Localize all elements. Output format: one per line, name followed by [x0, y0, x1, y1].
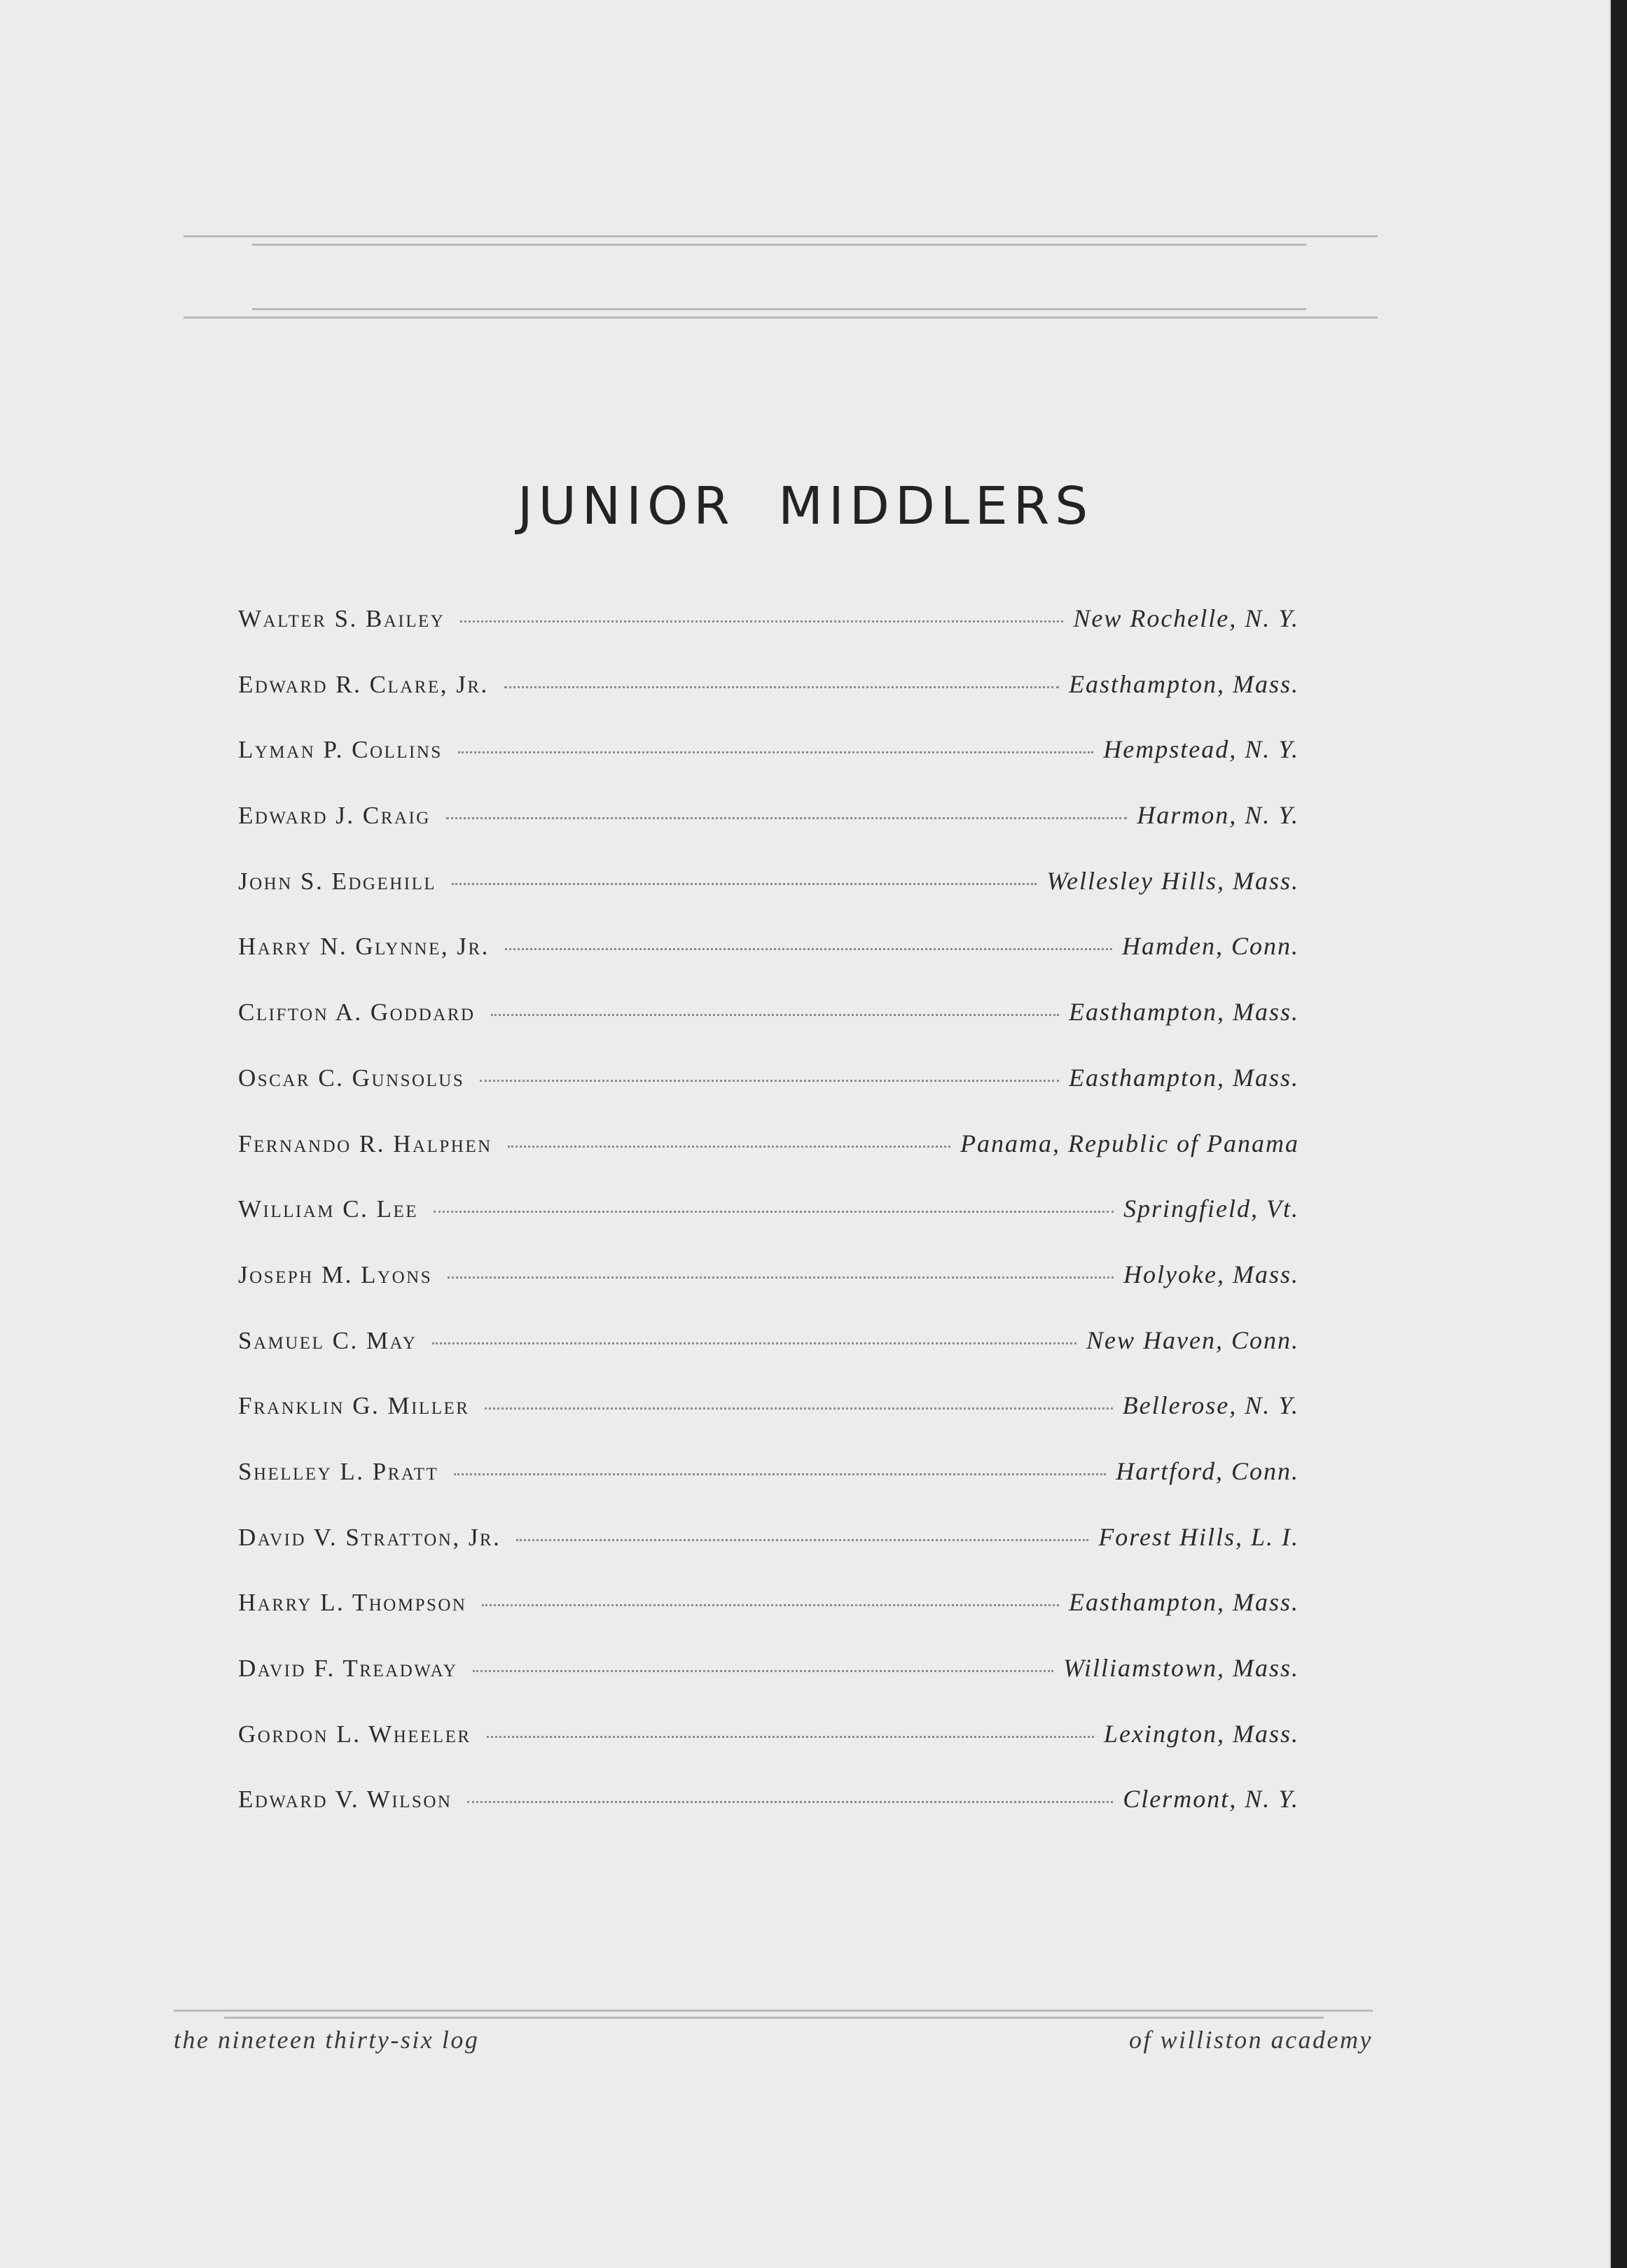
student-name: Franklin G. Miller	[238, 1392, 470, 1420]
list-item	[238, 1391, 1299, 1456]
list-item	[238, 931, 1299, 997]
student-hometown: Wellesley Hills, Mass.	[1046, 866, 1299, 895]
student-name: Samuel C. May	[238, 1326, 417, 1354]
list-item	[238, 800, 1299, 866]
list-item	[238, 1194, 1299, 1260]
student-hometown: Easthampton, Mass.	[1068, 669, 1299, 698]
student-name: Edward R. Clare, Jr.	[238, 670, 489, 698]
dot-leader	[516, 1539, 1088, 1541]
dot-leader	[454, 1473, 1106, 1475]
student-name: William C. Lee	[238, 1195, 419, 1223]
top-rule-2	[252, 244, 1306, 246]
list-item	[238, 997, 1299, 1063]
dot-leader	[467, 1801, 1113, 1803]
student-hometown: Springfield, Vt.	[1123, 1195, 1299, 1223]
list-item	[238, 1326, 1299, 1391]
list-item	[238, 1719, 1299, 1785]
dot-leader	[452, 883, 1037, 885]
dot-leader	[460, 620, 1063, 622]
list-item	[238, 735, 1299, 800]
page-title: JUNIOR MIDDLERS	[517, 476, 1094, 536]
dot-leader	[482, 1604, 1059, 1606]
dot-leader	[448, 1276, 1114, 1279]
student-name: Gordon L. Wheeler	[238, 1720, 471, 1748]
student-hometown: Hamden, Conn.	[1122, 932, 1299, 961]
footer-school: of williston academy	[1129, 2026, 1373, 2054]
student-hometown: Easthampton, Mass.	[1068, 998, 1299, 1027]
student-hometown: Williamstown, Mass.	[1062, 1654, 1299, 1682]
dot-leader	[446, 817, 1127, 819]
list-item	[238, 1587, 1299, 1653]
dot-leader	[434, 1211, 1114, 1213]
dot-leader	[508, 1146, 950, 1148]
dot-leader	[505, 948, 1112, 950]
list-item	[238, 669, 1299, 735]
dot-leader	[458, 751, 1093, 753]
student-hometown: New Rochelle, N. Y.	[1073, 604, 1299, 632]
student-name: Oscar C. Gunsolus	[238, 1064, 465, 1092]
dot-leader	[491, 1014, 1059, 1016]
list-item	[238, 1260, 1299, 1326]
student-hometown: Easthampton, Mass.	[1068, 1063, 1299, 1092]
student-name: Fernando R. Halphen	[238, 1129, 492, 1157]
student-name: David V. Stratton, Jr.	[238, 1523, 501, 1551]
student-name: David F. Treadway	[238, 1655, 458, 1682]
student-name: Shelley L. Pratt	[238, 1457, 439, 1485]
top-rule-3	[252, 308, 1306, 310]
dot-leader	[504, 686, 1059, 688]
student-hometown: Hempstead, N. Y.	[1103, 735, 1299, 764]
student-name: Edward V. Wilson	[238, 1786, 452, 1814]
list-item	[238, 1063, 1299, 1129]
student-hometown: Harmon, N. Y.	[1137, 801, 1299, 830]
student-hometown: Lexington, Mass.	[1104, 1719, 1299, 1748]
student-name: Edward J. Craig	[238, 802, 431, 830]
list-item	[238, 1522, 1299, 1588]
list-item	[238, 1653, 1299, 1719]
student-name: John S. Edgehill	[238, 867, 437, 895]
student-hometown: Easthampton, Mass.	[1068, 1588, 1299, 1617]
footer-rule-2	[224, 2017, 1324, 2019]
top-rule-4	[184, 316, 1378, 319]
student-roster	[238, 604, 1299, 1850]
student-name: Lyman P. Collins	[238, 736, 443, 764]
student-name: Harry N. Glynne, Jr.	[238, 933, 490, 961]
footer-publication: the nineteen thirty-six log	[174, 2026, 480, 2054]
student-name: Clifton A. Goddard	[238, 999, 476, 1027]
dot-leader	[485, 1407, 1112, 1410]
student-name: Joseph M. Lyons	[238, 1260, 433, 1288]
student-hometown: Hartford, Conn.	[1116, 1456, 1299, 1485]
student-hometown: Bellerose, N. Y.	[1122, 1391, 1299, 1420]
list-item	[238, 604, 1299, 669]
top-rule-1	[184, 235, 1378, 237]
dot-leader	[487, 1736, 1094, 1738]
list-item	[238, 1456, 1299, 1522]
list-item	[238, 1129, 1299, 1195]
student-hometown: Holyoke, Mass.	[1123, 1260, 1299, 1288]
footer-rule-1	[174, 2010, 1373, 2012]
student-hometown: Panama, Republic of Panama	[960, 1129, 1299, 1157]
student-name: Harry L. Thompson	[238, 1589, 467, 1617]
dot-leader	[473, 1670, 1053, 1672]
dot-leader	[432, 1342, 1076, 1344]
dot-leader	[480, 1080, 1059, 1082]
student-hometown: Forest Hills, L. I.	[1098, 1522, 1299, 1551]
student-hometown: Clermont, N. Y.	[1123, 1785, 1299, 1814]
list-item	[238, 866, 1299, 932]
student-name: Walter S. Bailey	[238, 605, 445, 632]
list-item	[238, 1784, 1299, 1850]
student-hometown: New Haven, Conn.	[1086, 1326, 1299, 1354]
